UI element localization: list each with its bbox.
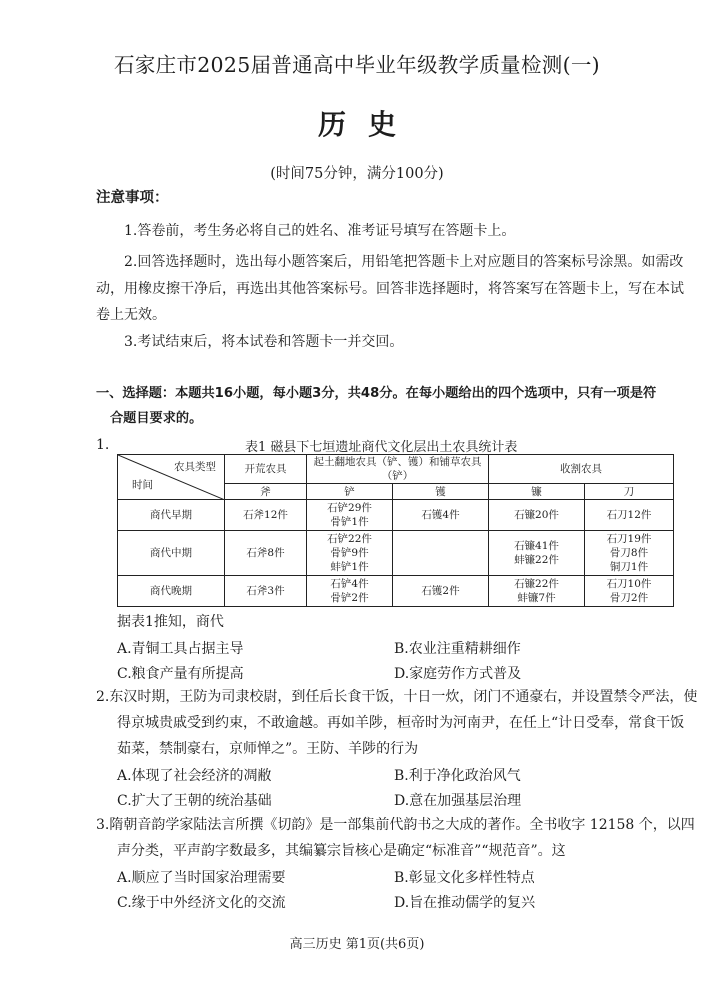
cell-line: 石刀10件	[606, 578, 652, 590]
page-footer: 高三历史 第1页(共6页)	[289, 937, 425, 952]
farm-tools-table	[117, 454, 674, 607]
table-1-caption: 表1 磁县下七垣遗址商代文化层出土农具统计表	[245, 440, 518, 455]
subheader-hoe: 镬	[393, 484, 489, 500]
cell-line: 石镰22件	[514, 578, 559, 590]
cell-line: 蚌铲1件	[330, 561, 369, 573]
cell-line: 石铲29件	[327, 502, 372, 514]
cell-line: 铜刀1件	[609, 561, 649, 573]
knife-cell	[585, 576, 674, 607]
shovel-cell	[307, 500, 393, 531]
question-1-stem: 据表1推知，商代	[117, 614, 224, 630]
time-info: (时间75分钟，满分100分)	[270, 166, 444, 182]
notes-item-3: 3.考试结束后，将本试卷和答题卡一并交回。	[124, 334, 404, 350]
axe-cell	[225, 531, 307, 576]
question-2-line-1: 2.东汉时期，王防为司隶校尉，到任后长食干饭，十日一炊，闭门不通豪右，并设置禁令严法，使	[96, 689, 698, 705]
period-cell: 商代早期	[118, 500, 225, 531]
cell-line: 骨刀2件	[609, 592, 649, 604]
cell-line: 石斧8件	[246, 547, 285, 559]
axe-cell	[225, 576, 307, 607]
question-3-option-b: B.彰显文化多样性特点	[394, 870, 535, 886]
cell-line: 骨铲2件	[330, 592, 369, 604]
cell-line: 石镬2件	[421, 585, 460, 597]
header-tilling-tools: 起土翻地农具（铲、镬）和铺草农具（铲）	[307, 455, 489, 484]
cell-line: 石斧3件	[246, 585, 285, 597]
table-row	[118, 576, 674, 607]
question-2-line-3: 茹菜，禁制豪右，京师惮之”。王防、羊陟的行为	[117, 741, 419, 757]
question-2-line-2: 得京城贵戚受到约束，不敢逾越。再如羊陟，桓帝时为河南尹，在任上“计日受奉，常食干饭	[117, 715, 685, 731]
subheader-knife: 刀	[585, 484, 674, 500]
cell-line: 蚌镰7件	[517, 592, 556, 604]
notes-item-1: 1.答卷前，考生务必将自己的姓名、准考证号填写在答题卡上。	[124, 223, 516, 239]
cell-line: 骨铲9件	[330, 547, 369, 559]
hoe-cell	[393, 576, 489, 607]
table-row	[118, 531, 674, 576]
subject-title: 历史	[317, 108, 418, 141]
header-time-label: 时间	[132, 479, 153, 491]
hoe-cell	[393, 500, 489, 531]
section-1-instruction-line-1: 一、选择题：本题共16小题，每小题3分，共48分。在每小题给出的四个选项中，只有一项是符	[96, 386, 657, 401]
subheader-axe: 斧	[225, 484, 307, 500]
question-2-option-a: A.体现了社会经济的凋敝	[117, 768, 272, 784]
period-cell: 商代中期	[118, 531, 225, 576]
cell-line: 石镬4件	[421, 509, 460, 521]
hoe-cell	[393, 531, 489, 576]
subheader-shovel: 铲	[307, 484, 393, 500]
cell-line: 石刀12件	[606, 509, 652, 521]
question-1-option-a: A.青铜工具占据主导	[117, 641, 244, 657]
question-3-line-1: 3.隋朝音韵学家陆法言所撰《切韵》是一部集前代韵书之大成的著作。全书收字 12158 个，以四	[96, 817, 695, 833]
sickle-cell	[489, 531, 585, 576]
cell-line: 骨铲1件	[330, 516, 369, 528]
table-row	[118, 500, 674, 531]
cell-line: 蚌镰22件	[514, 554, 559, 566]
question-2-option-c: C.扩大了王朝的统治基础	[117, 793, 272, 809]
question-3-option-a: A.顺应了当时国家治理需要	[117, 870, 286, 886]
header-open-land-tools: 开荒农具	[225, 455, 307, 484]
knife-cell	[585, 531, 674, 576]
cell-line: 石刀19件	[606, 533, 652, 545]
header-tool-type-label: 农具类型	[174, 461, 216, 473]
shovel-cell	[307, 576, 393, 607]
exam-title: 石家庄市2025届普通高中毕业年级教学质量检测(一)	[114, 53, 600, 77]
section-1-instruction-line-2: 合题目要求的。	[110, 411, 203, 426]
question-2-option-b: B.利于净化政治风气	[394, 768, 521, 784]
cell-line: 石镰41件	[514, 540, 559, 552]
notes-item-2-line-3: 卷上无效。	[96, 307, 166, 323]
notes-heading: 注意事项：	[96, 190, 169, 206]
table-diagonal-header-cell	[118, 455, 225, 500]
notes-item-2-line-2: 动，用橡皮擦干净后，再选出其他答案标号。回答非选择题时，将答案写在答题卡上，写在本试	[96, 281, 684, 297]
header-harvest-tools: 收割农具	[489, 455, 674, 484]
question-1-option-d: D.家庭劳作方式普及	[394, 666, 522, 682]
question-3-line-2: 声分类，平声韵字数最多，其编纂宗旨核心是确定“标准音”“规范音”。这	[117, 843, 566, 859]
question-2-option-d: D.意在加强基层治理	[394, 793, 522, 809]
question-1-option-b: B.农业注重精耕细作	[394, 641, 521, 657]
subheader-sickle: 镰	[489, 484, 585, 500]
cell-line: 石铲4件	[330, 578, 369, 590]
axe-cell	[225, 500, 307, 531]
question-1-number: 1.	[96, 437, 110, 453]
cell-line: 石铲22件	[327, 533, 372, 545]
question-3-option-c: C.缘于中外经济文化的交流	[117, 895, 286, 911]
question-3-option-d: D.旨在推动儒学的复兴	[394, 895, 536, 911]
cell-line: 石镰20件	[514, 509, 559, 521]
shovel-cell	[307, 531, 393, 576]
sickle-cell	[489, 576, 585, 607]
cell-line: 石斧12件	[243, 509, 288, 521]
period-cell: 商代晚期	[118, 576, 225, 607]
cell-line: 骨刀8件	[609, 547, 649, 559]
question-1-option-c: C.粮食产量有所提高	[117, 666, 244, 682]
notes-item-2-line-1: 2.回答选择题时，选出每小题答案后，用铅笔把答题卡上对应题目的答案标号涂黑。如需改	[124, 254, 684, 270]
knife-cell	[585, 500, 674, 531]
sickle-cell	[489, 500, 585, 531]
